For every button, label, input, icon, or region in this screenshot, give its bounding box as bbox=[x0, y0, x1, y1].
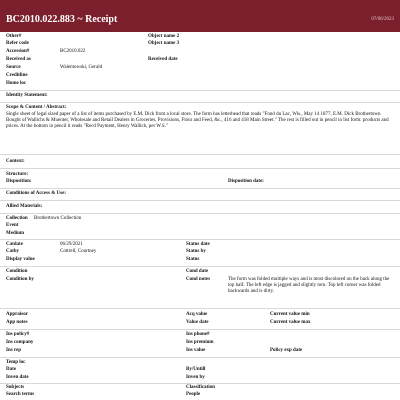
context-label: Context: bbox=[6, 159, 25, 164]
ins-company-label: Ins company bbox=[6, 340, 34, 345]
header-date: 07/06/2023 bbox=[371, 17, 394, 22]
temp-loc-label: Temp loc bbox=[6, 360, 26, 365]
by-untill-label: By/Untill bbox=[186, 367, 206, 372]
divider bbox=[0, 213, 400, 214]
catby-value: Cottrell, Courtney bbox=[60, 249, 97, 254]
divider bbox=[0, 102, 400, 103]
inven-date-label: Inven date bbox=[6, 375, 29, 380]
classification-label: Classification bbox=[186, 385, 215, 390]
divider bbox=[0, 383, 400, 384]
condition-by-label: Condition by bbox=[6, 277, 34, 282]
divider bbox=[0, 188, 400, 189]
divider bbox=[0, 266, 400, 267]
object-name-2-label: Object name 2 bbox=[148, 34, 180, 39]
source-label: Source bbox=[6, 65, 21, 70]
object-name-3-label: Object name 3 bbox=[148, 41, 180, 46]
people-label: People bbox=[186, 392, 201, 397]
identity-statement-label: Identity Statement: bbox=[6, 93, 48, 98]
accession-value: BC2010.022 bbox=[60, 49, 86, 54]
record-body bbox=[0, 32, 400, 400]
ins-policy-label: Ins policy# bbox=[6, 332, 30, 337]
allied-materials-label: Allied Materials: bbox=[6, 204, 43, 209]
catdate-value: 06/29/2021 bbox=[60, 242, 83, 247]
ins-phone-label: Ins phone# bbox=[186, 332, 210, 337]
status-date-label: Status date bbox=[186, 242, 210, 247]
divider bbox=[0, 168, 400, 169]
other-label: Other# bbox=[6, 34, 22, 39]
divider bbox=[0, 200, 400, 201]
appraisor-label: Appraisor bbox=[6, 312, 28, 317]
disposition-date-label: Disposition date: bbox=[228, 179, 264, 184]
source-value: Walentowski, Gerald bbox=[60, 65, 103, 70]
search-terms-label: Search terms bbox=[6, 392, 35, 397]
catdate-label: Catdate bbox=[6, 242, 23, 247]
inven-by-label: Inven by bbox=[186, 375, 205, 380]
cond-date-label: Cond date bbox=[186, 269, 209, 274]
medium-label: Medium bbox=[6, 231, 25, 236]
app-notes-label: App notes bbox=[6, 320, 28, 325]
divider bbox=[0, 357, 400, 358]
status-by-label: Status by bbox=[186, 249, 206, 254]
creditline-label: Creditline bbox=[6, 73, 28, 78]
current-value-max-label: Current value max bbox=[270, 320, 311, 325]
record-title: BC2010.022.883 ~ Receipt bbox=[6, 14, 118, 25]
condition-label: Condition bbox=[6, 269, 28, 274]
collection-value: Brothertown Collection bbox=[34, 216, 82, 221]
cond-notes-text: The form was folded multiple ways and is most discolored on the back along the top half. The left edge is jagged and slightly torn. Top left corner was folded backwards and is dirty. bbox=[228, 277, 390, 294]
received-as-label: Received as bbox=[6, 57, 31, 62]
status-label: Status bbox=[186, 257, 200, 262]
display-value-label: Display value bbox=[6, 257, 35, 262]
received-date-label: Received date bbox=[148, 57, 178, 62]
catby-label: Catby bbox=[6, 249, 20, 254]
ins-rep-label: Ins rep bbox=[6, 348, 22, 353]
scope-content-label: Scope & Content / Abstract: bbox=[6, 105, 67, 110]
ins-value-label: Ins value bbox=[186, 348, 206, 353]
divider bbox=[0, 239, 400, 240]
event-label: Event bbox=[6, 223, 19, 228]
date-label: Date bbox=[6, 367, 16, 372]
value-date-label: Value date bbox=[186, 320, 209, 325]
divider bbox=[0, 90, 400, 91]
cond-notes-label: Cond notes bbox=[186, 277, 211, 282]
accession-label: Accession# bbox=[6, 49, 30, 54]
refer-code-label: Refer code bbox=[6, 41, 29, 46]
current-value-min-label: Current value min bbox=[270, 312, 310, 317]
ins-premium-label: Ins premium bbox=[186, 340, 214, 345]
conditions-access-label: Conditions of Access & Use: bbox=[6, 191, 66, 196]
policy-exp-date-label: Policy exp date bbox=[270, 348, 303, 353]
acq-value-label: Acq value bbox=[186, 312, 208, 317]
home-loc-label: Home loc bbox=[6, 81, 27, 86]
scope-content-text: Single sheet of legal sized paper of a list of items purchased by E.M. Dick from a local store. The form has letterhead that reads "Fond du Lac, Wis., May 14 1877, E.M. Dick Brothertown Bought of Wallichs & Muenter, Wholesale and Retail Dealers in Groceries, Provisions, Flour and Feed, &c., 416 and 418 Main Street." The rest is filled out in pencil in list form: products and prices. At the bottom in pencil it reads "Recd Payment, Henry Wallich, per W.S." bbox=[6, 112, 389, 129]
divider bbox=[0, 308, 400, 309]
divider bbox=[0, 154, 400, 155]
record-header bbox=[0, 0, 400, 32]
collection-label: Collection bbox=[6, 216, 28, 221]
structure-label: Structure: bbox=[6, 172, 29, 177]
subjects-label: Subjects bbox=[6, 385, 25, 390]
divider bbox=[0, 329, 400, 330]
disposition-label: Disposition: bbox=[6, 179, 32, 184]
